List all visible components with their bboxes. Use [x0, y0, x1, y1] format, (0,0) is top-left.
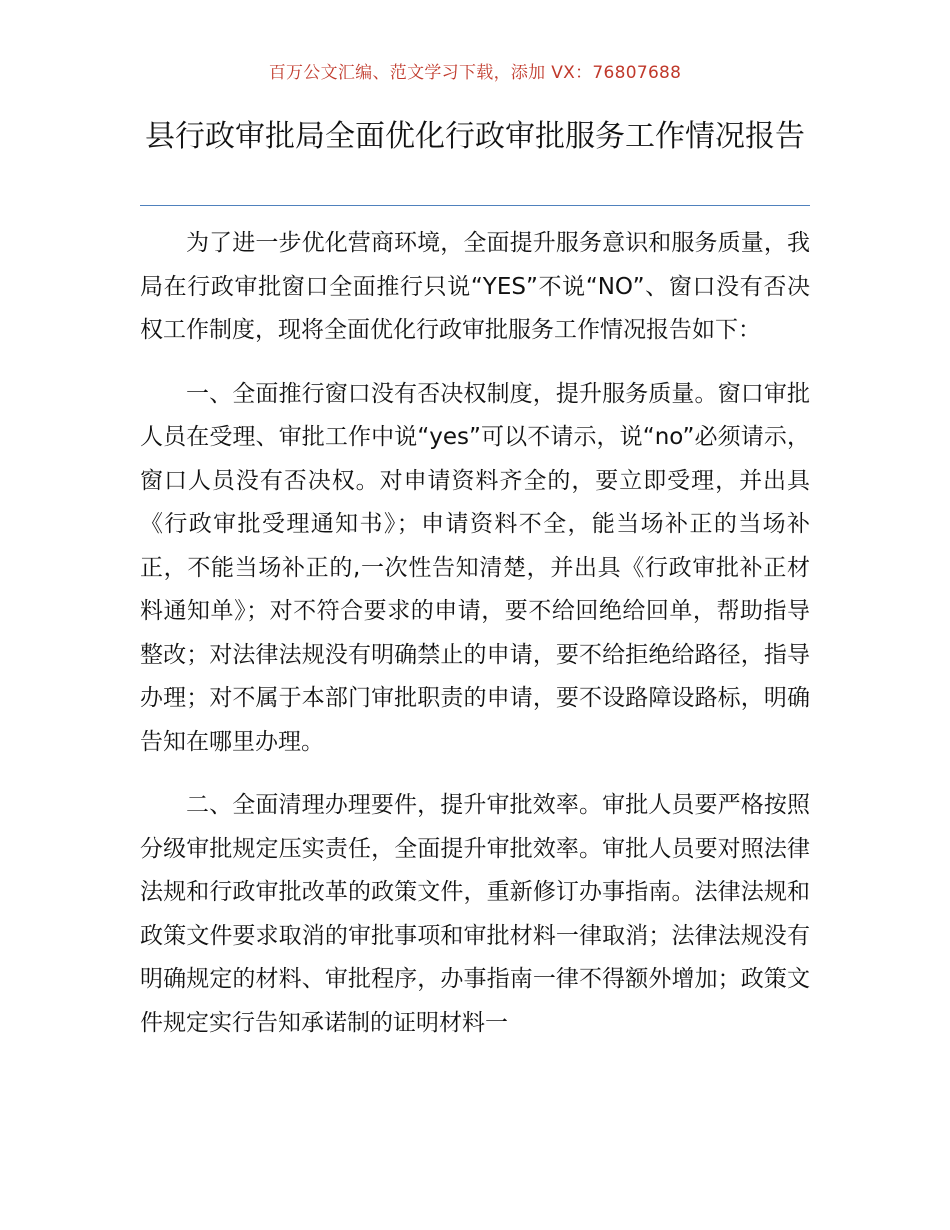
title-divider [140, 205, 810, 206]
paragraph-section-1: 一、全面推行窗口没有否决权制度，提升服务质量。窗口审批人员在受理、审批工作中说“yes”可以不请示，说“no”必须请示，窗口人员没有否决权。对申请资料齐全的，要立即受理，并出具《行政审批受理通知书》；申请资料不全，能当场补正的当场补正，不能当场补正的,一次性告知清楚，并出具《行政审批补正材料通知单》；对不符合要求的申请，要不给回绝给回单，帮助指导整改；对法律法规没有明确禁止的申请，要不给拒绝给路径，指导办理；对不属于本部门审批职责的申请，要不设路障设路标，明确告知在哪里办理。 [140, 380, 810, 755]
document-body [140, 222, 810, 1065]
header-note: 百万公文汇编、范文学习下载，添加 VX：76807688 [268, 63, 682, 83]
paragraph-intro: 为了进一步优化营商环境，全面提升服务意识和服务质量，我局在行政审批窗口全面推行只说“YES”不说“NO”、窗口没有否决权工作制度，现将全面优化行政审批服务工作情况报告如下： [140, 230, 810, 343]
paragraph-section-2: 二、全面清理办理要件，提升审批效率。审批人员要严格按照分级审批规定压实责任，全面提升审批效率。审批人员要对照法律法规和行政审批改革的政策文件，重新修订办事指南。法律法规和政策文件要求取消的审批事项和审批材料一律取消；法律法规没有明确规定的材料、审批程序，办事指南一律不得额外增加；政策文件规定实行告知承诺制的证明材料一 [140, 792, 810, 1036]
document-title: 县行政审批局全面优化行政审批服务工作情况报告 [145, 119, 805, 154]
